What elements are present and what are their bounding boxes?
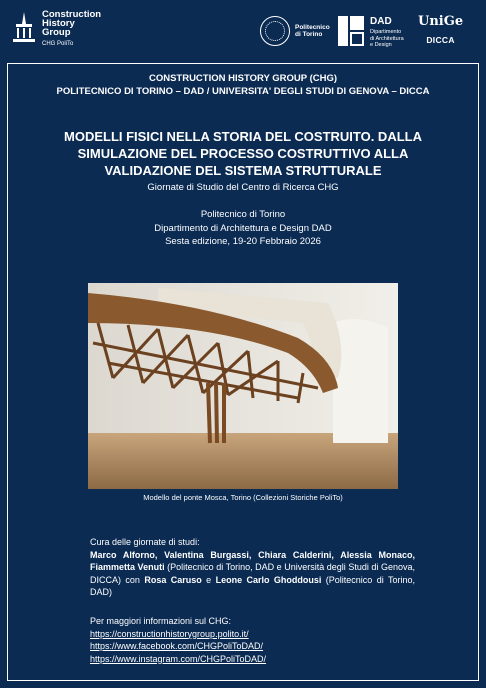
event-title <box>0 128 486 179</box>
website-link[interactable]: https://constructionhistorygroup.polito.it/ <box>90 628 249 639</box>
polito-line-1: Politecnico <box>295 23 330 31</box>
organizers-intro: Cura delle giornate di studi: <box>90 537 200 547</box>
unige-logo-title: UniGe <box>418 14 464 29</box>
info-intro: Per maggiori informazioni sul CHG: <box>90 616 232 626</box>
venue-line-3: Sesta edizione, 19-20 Febbraio 2026 <box>165 236 321 247</box>
header <box>0 0 486 62</box>
chg-logo-line-2: History <box>42 18 75 29</box>
dad-logo-line-2: di Architettura <box>370 35 404 42</box>
organizer-name-ghoddousi: Leone Carlo Ghoddousi <box>215 574 322 585</box>
unige-logo <box>418 14 463 45</box>
chg-logo-line-1: Construction <box>42 9 102 20</box>
organizers-affiliation-1: (Politecnico di Torino, DAD e Università degli Studi di Genova, DICCA) con <box>90 562 415 585</box>
organizers-text <box>90 549 415 599</box>
event-subtitle: Giornate di Studio del Centro di Ricerca CHG <box>147 182 339 193</box>
bridge-model-photo <box>88 283 398 489</box>
dad-logo-title: DAD <box>370 16 392 27</box>
chg-logo <box>10 10 101 49</box>
dad-logo-line-3: e Design <box>370 42 392 48</box>
organizers-conjunction: e <box>201 574 216 585</box>
venue-line-2: Dipartimento di Architettura e Design DAD <box>154 222 332 234</box>
polito-seal-icon <box>260 16 290 46</box>
dicca-label: DICCA <box>426 35 455 45</box>
polito-logo <box>260 16 330 46</box>
dad-logo <box>338 16 404 49</box>
chg-monument-icon <box>10 10 38 44</box>
photo-caption: Modello del ponte Mosca, Torino (Collezioni Storiche PoliTo) <box>143 493 343 502</box>
organizer-name-caruso: Rosa Caruso <box>144 574 202 585</box>
chg-logo-line-3: Group <box>42 27 71 38</box>
organizers-names: Marco Alforno, Valentina Burgassi, Chiara Calderini, Alessia Monaco, Fiammetta Venuti <box>90 549 415 572</box>
facebook-link[interactable]: https://www.facebook.com/CHGPoliToDAD/ <box>90 641 264 651</box>
dad-mark-icon <box>338 16 364 46</box>
title-line-3: VALIDAZIONE DEL SISTEMA STRUTTURALE <box>104 163 382 178</box>
instagram-link[interactable]: https://www.instagram.com/CHGPoliToDAD/ <box>90 653 267 664</box>
polito-line-2: di Torino <box>295 31 323 38</box>
group-heading <box>0 72 486 98</box>
chg-logo-sub: CHG PoliTo <box>42 41 74 47</box>
title-line-1: MODELLI FISICI NELLA STORIA DEL COSTRUITO. DALLA <box>64 129 422 144</box>
dad-logo-line-1: Dipartimento <box>370 29 402 35</box>
venue-line-1: Politecnico di Torino <box>200 209 286 220</box>
title-line-2: SIMULAZIONE DEL PROCESSO COSTRUTTIVO ALLA <box>77 146 409 161</box>
venue-info <box>0 208 486 249</box>
info-section <box>90 615 415 665</box>
group-line-1: CONSTRUCTION HISTORY GROUP (CHG) <box>148 73 338 84</box>
organizers-affiliation-2: (Politecnico di Torino, DAD) <box>90 574 415 597</box>
organizers-section <box>90 536 415 599</box>
group-line-2: POLITECNICO DI TORINO – DAD / UNIVERSITA' DEGLI STUDI DI GENOVA – DICCA <box>56 86 430 97</box>
